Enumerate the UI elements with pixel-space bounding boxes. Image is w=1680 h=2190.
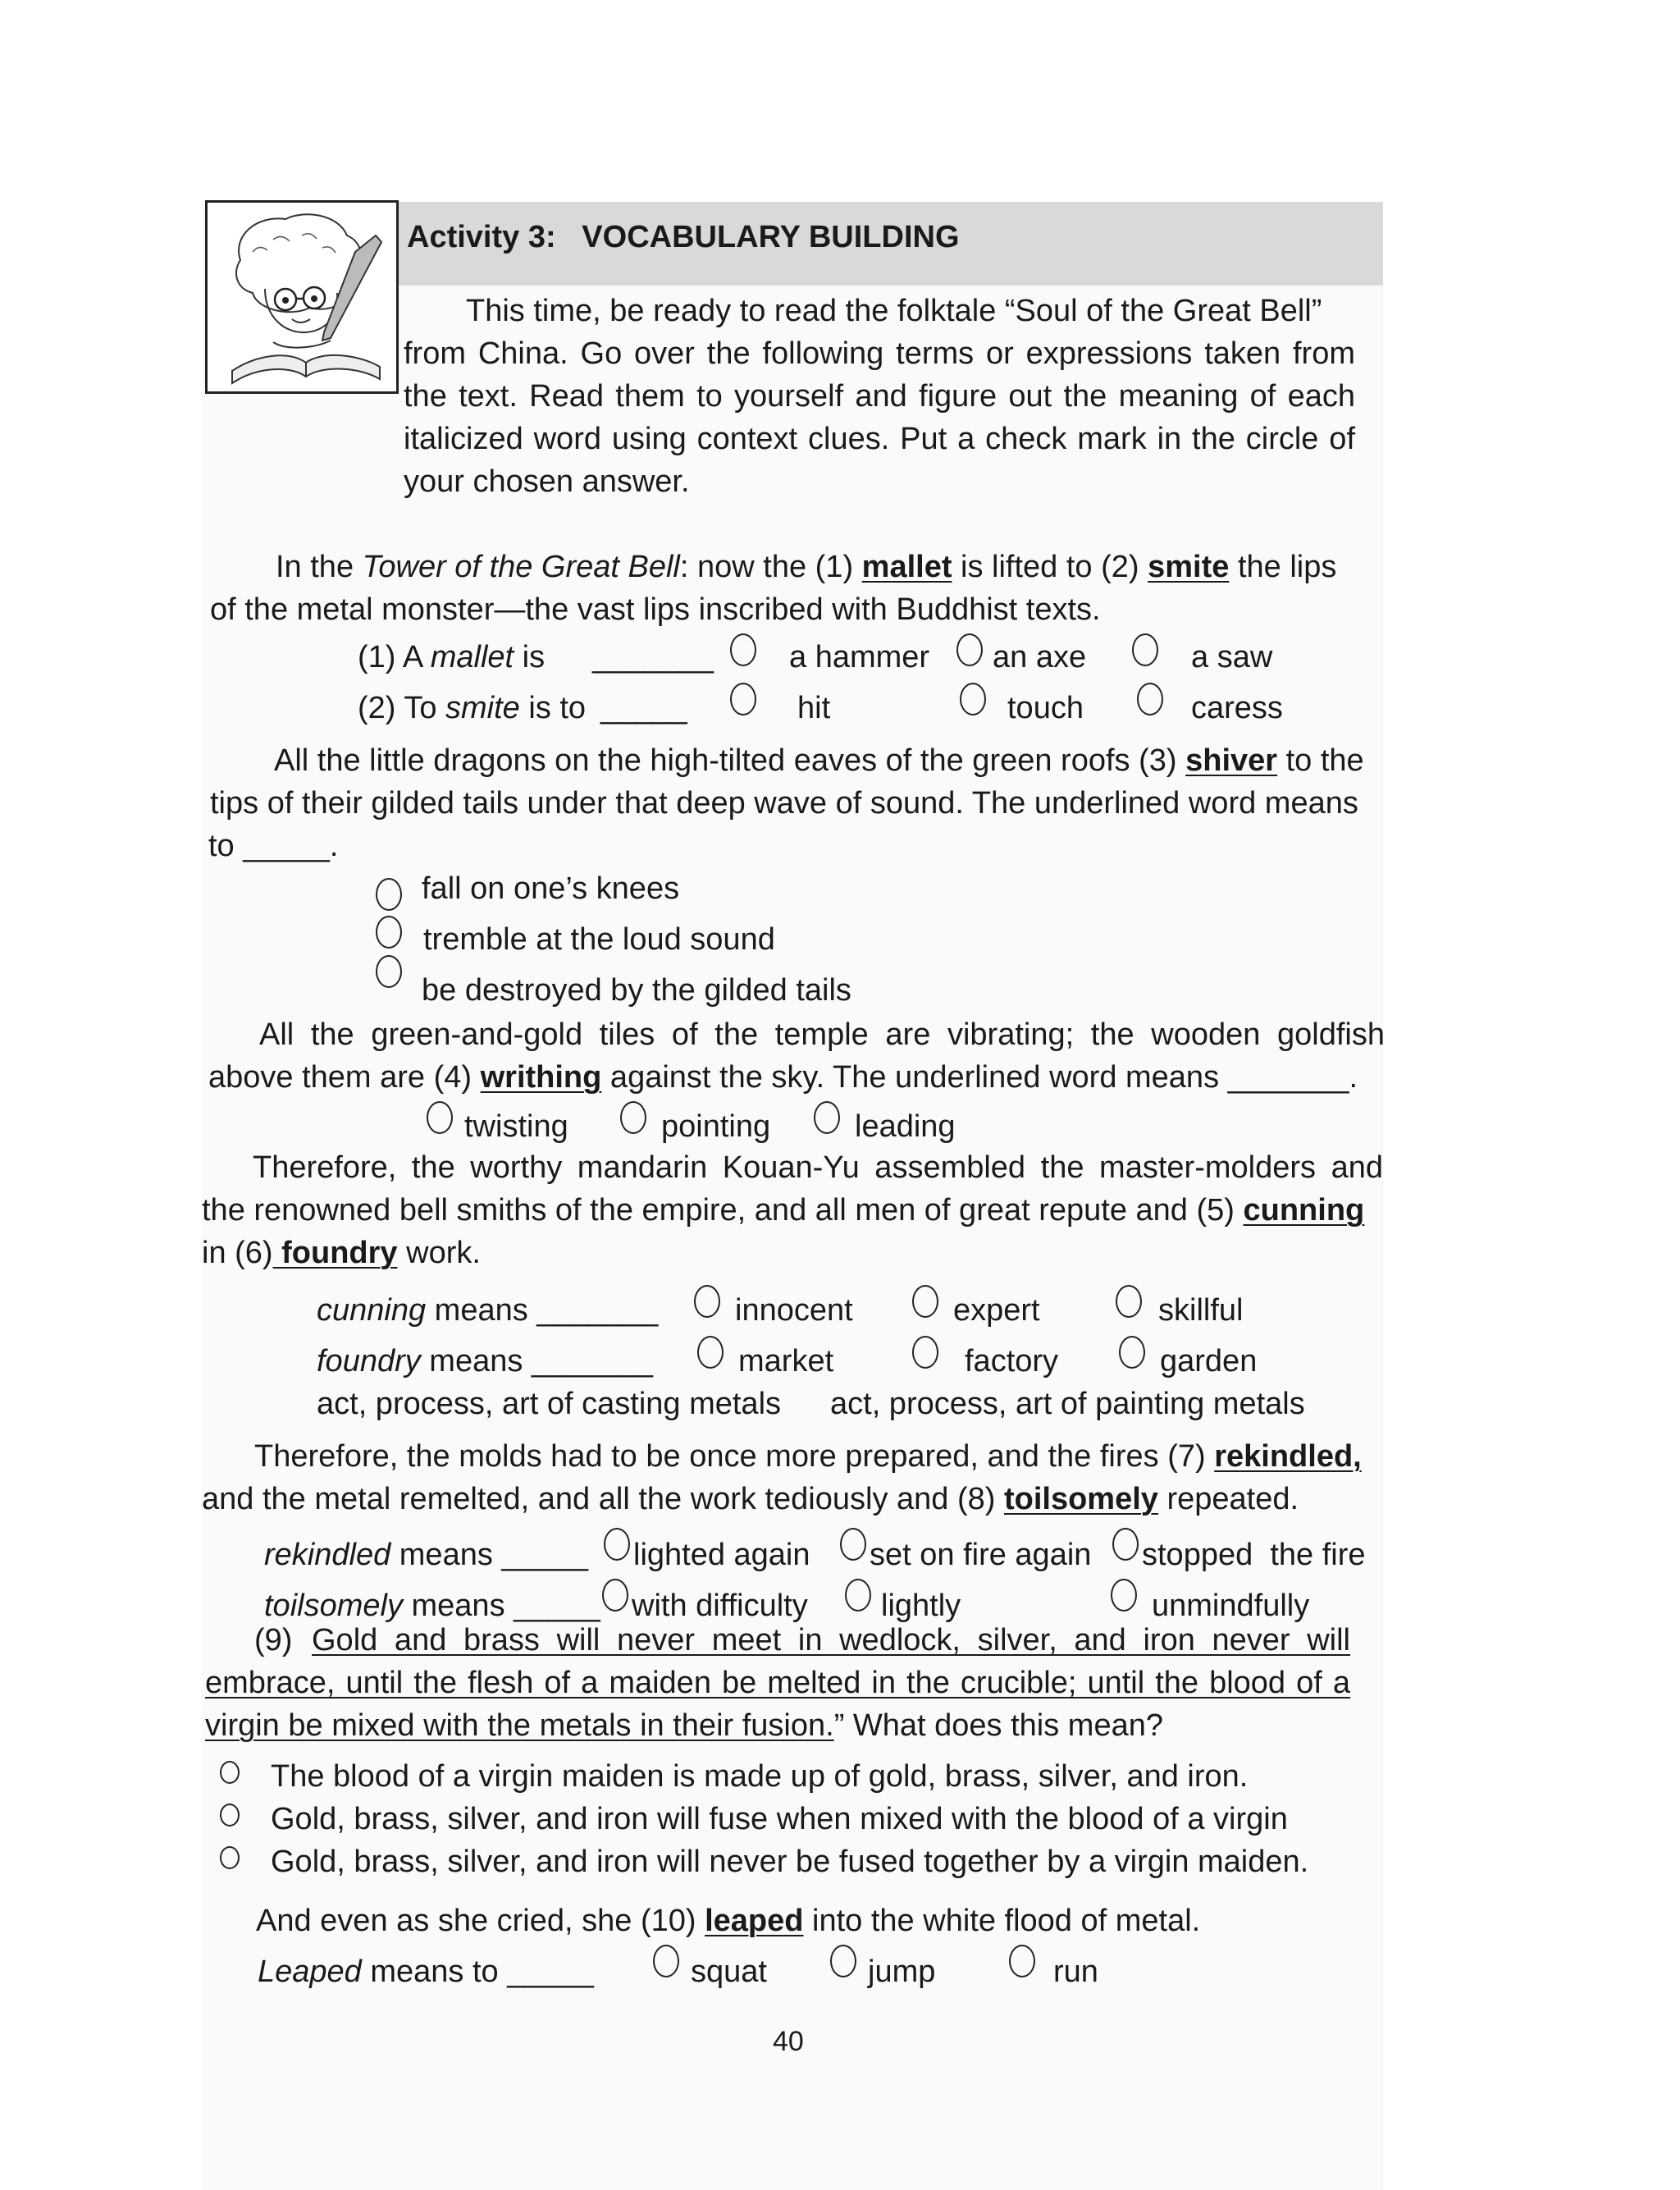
passage-2-line-2: tips of their gilded tails under that deep wave of sound. The underlined word means (210, 786, 1358, 821)
q10-option-2-label: jump (868, 1955, 936, 1989)
q6-option-3-radio[interactable] (1119, 1336, 1145, 1369)
q9-option-2-label: Gold, brass, silver, and iron will fuse when mixed with the blood of a virgin (271, 1802, 1288, 1836)
passage-3-line-2: above them are (4) writhing against the sky. The underlined word means _______. (208, 1060, 1358, 1095)
q6-prompt: foundry means _______ (317, 1344, 653, 1378)
q5-option-2-label: expert (953, 1293, 1040, 1328)
q5-option-2-radio[interactable] (912, 1285, 938, 1318)
q5-option-1-label: innocent (735, 1293, 853, 1328)
q10-option-3-label: run (1053, 1955, 1098, 1989)
passage-5-line-2: and the metal remelted, and all the work tediously and (8) toilsomely repeated. (202, 1482, 1299, 1516)
student-writing-illustration (205, 200, 399, 394)
q7-option-2-radio[interactable] (840, 1528, 866, 1561)
q9-option-2-radio[interactable] (220, 1804, 240, 1827)
term-toilsomely: toilsomely (1003, 1482, 1158, 1516)
passage-4-line-1: Therefore, the worthy mandarin Kouan-Yu assembled the master-molders and (253, 1150, 1383, 1185)
passage-1-line-2: of the metal monster—the vast lips inscribed with Buddhist texts. (210, 592, 1101, 627)
q2-blank: _____ (600, 691, 687, 725)
q8-prompt: toilsomely means _____ (264, 1589, 600, 1623)
passage-1-line-1: In the Tower of the Great Bell: now the (1) mallet is lifted to (2) smite the lips (276, 550, 1337, 584)
q5-option-3-label: skillful (1158, 1293, 1244, 1328)
q1-option-3-radio[interactable] (1132, 633, 1158, 666)
q1-blank: _______ (592, 640, 714, 674)
intro-line-5: your chosen answer. (404, 464, 690, 499)
q4-option-1-radio[interactable] (427, 1101, 453, 1134)
term-mallet: mallet (861, 550, 952, 584)
q10-option-1-label: squat (691, 1955, 767, 1989)
passage-6-line-2: embrace, until the flesh of a maiden be melted in the crucible; until the blood of a (205, 1666, 1350, 1700)
q9-option-3-label: Gold, brass, silver, and iron will never be fused together by a virgin maiden. (271, 1845, 1309, 1879)
q9-option-1-radio[interactable] (220, 1761, 240, 1784)
q10-option-3-radio[interactable] (1009, 1945, 1035, 1977)
q2-option-3-label: caress (1191, 691, 1283, 725)
q5-option-1-radio[interactable] (694, 1285, 720, 1318)
passage-6-number: (9) (254, 1623, 301, 1657)
q3-option-1-label: fall on one’s knees (422, 871, 680, 906)
q7-option-3-radio[interactable] (1112, 1528, 1139, 1561)
q7-option-1-label: lighted again (633, 1538, 810, 1572)
passage-5-line-1: Therefore, the molds had to be once more prepared, and the fires (7) rekindled, (254, 1439, 1362, 1474)
q1-option-1-radio[interactable] (730, 633, 756, 666)
q1-option-2-label: an axe (993, 640, 1087, 674)
q5-prompt: cunning means _______ (317, 1293, 659, 1328)
q4-option-2-label: pointing (661, 1109, 771, 1144)
q2-option-1-label: hit (797, 691, 831, 725)
q7-option-1-radio[interactable] (604, 1528, 630, 1561)
passage-4-line-2: the renowned bell smiths of the empire, and all men of great repute and (5) cunning (202, 1193, 1365, 1228)
q8-option-2-label: lightly (881, 1589, 961, 1623)
q10-option-2-radio[interactable] (830, 1945, 856, 1977)
q2-option-2-radio[interactable] (960, 683, 986, 716)
passage-6-line-3: virgin be mixed with the metals in their fusion.” What does this mean? (205, 1708, 1163, 1743)
q3-option-2-label: tremble at the loud sound (423, 922, 775, 957)
q3-option-2-radio[interactable] (376, 916, 402, 949)
term-writhing: writhing (480, 1060, 602, 1095)
term-smite: smite (1148, 550, 1230, 584)
q4-option-3-radio[interactable] (814, 1101, 840, 1134)
q8-option-1-label: with difficulty (632, 1589, 808, 1623)
q1-option-1-label: a hammer (789, 640, 930, 674)
q9-option-3-radio[interactable] (220, 1846, 240, 1869)
q6-option-2-label: factory (965, 1344, 1059, 1378)
q5-option-3-radio[interactable] (1116, 1285, 1142, 1318)
intro-line-3: the text. Read them to yourself and figure out the meaning of each (404, 379, 1355, 414)
q8-option-1-radio[interactable] (602, 1579, 628, 1612)
q7-prompt: rekindled means _____ (264, 1538, 589, 1572)
passage-2-line-1: All the little dragons on the high-tilted eaves of the green roofs (3) shiver to the (274, 743, 1364, 778)
q2-option-3-radio[interactable] (1137, 683, 1163, 716)
q10-prompt: Leaped means to _____ (258, 1955, 594, 1989)
passage-2-line-3: to _____. (208, 829, 339, 863)
term-rekindled: rekindled, (1214, 1439, 1362, 1474)
q8-option-3-label: unmindfully (1152, 1589, 1310, 1623)
q2-prompt: (2) To smite is to (358, 691, 587, 725)
term-cunning: cunning (1243, 1193, 1365, 1228)
q3-option-3-label: be destroyed by the gilded tails (422, 973, 851, 1008)
q3-option-1-radio[interactable] (376, 878, 402, 911)
q1-prompt: (1) A mallet is (358, 640, 546, 674)
activity-title: Activity 3: VOCABULARY BUILDING (407, 220, 960, 254)
intro-line-1: This time, be ready to read the folktale “Soul of the Great Bell” (466, 294, 1322, 328)
passage-3-line-1: All the green-and-gold tiles of the temple are vibrating; the wooden goldfish (259, 1017, 1385, 1052)
q6-option-1-radio[interactable] (697, 1336, 724, 1369)
q2-option-2-label: touch (1007, 691, 1084, 725)
student-writing-icon (208, 203, 396, 391)
q2-option-1-radio[interactable] (730, 683, 756, 716)
q8-option-3-radio[interactable] (1111, 1579, 1137, 1612)
passage-4-line-3: in (6) foundry work. (202, 1236, 481, 1270)
page-number: 40 (773, 2026, 804, 2057)
q7-option-2-label: set on fire again (870, 1538, 1092, 1572)
q4-option-1-label: twisting (464, 1109, 568, 1144)
q1-option-3-label: a saw (1191, 640, 1273, 674)
q6-option-1-label: market (738, 1344, 834, 1378)
q9-option-1-label: The blood of a virgin maiden is made up of gold, brass, silver, and iron. (271, 1759, 1249, 1794)
term-shiver: shiver (1185, 743, 1278, 778)
q8-option-2-radio[interactable] (845, 1579, 871, 1612)
q4-option-3-label: leading (855, 1109, 956, 1144)
passage-7-line-1: And even as she cried, she (10) leaped into the white flood of metal. (256, 1904, 1201, 1938)
q6-option-3-label: garden (1160, 1344, 1258, 1378)
q10-option-1-radio[interactable] (653, 1945, 679, 1977)
q6-extra-option-1: act, process, art of casting metals (317, 1387, 782, 1421)
intro-line-4: italicized word using context clues. Put a check mark in the circle of (404, 422, 1355, 456)
intro-line-2: from China. Go over the following terms or expressions taken from (404, 336, 1355, 371)
q3-option-3-radio[interactable] (376, 955, 402, 988)
q1-option-2-radio[interactable] (956, 633, 983, 666)
q7-option-3-label: stopped the fire (1142, 1538, 1366, 1572)
q6-extra-option-2: act, process, art of painting metals (830, 1387, 1305, 1421)
q4-option-2-radio[interactable] (620, 1101, 646, 1134)
passage-6-line-1: Gold and brass will never meet in wedlock, silver, and iron never will (312, 1623, 1350, 1657)
term-foundry: foundry (272, 1236, 398, 1270)
term-leaped: leaped (705, 1904, 804, 1938)
q6-option-2-radio[interactable] (912, 1336, 938, 1369)
